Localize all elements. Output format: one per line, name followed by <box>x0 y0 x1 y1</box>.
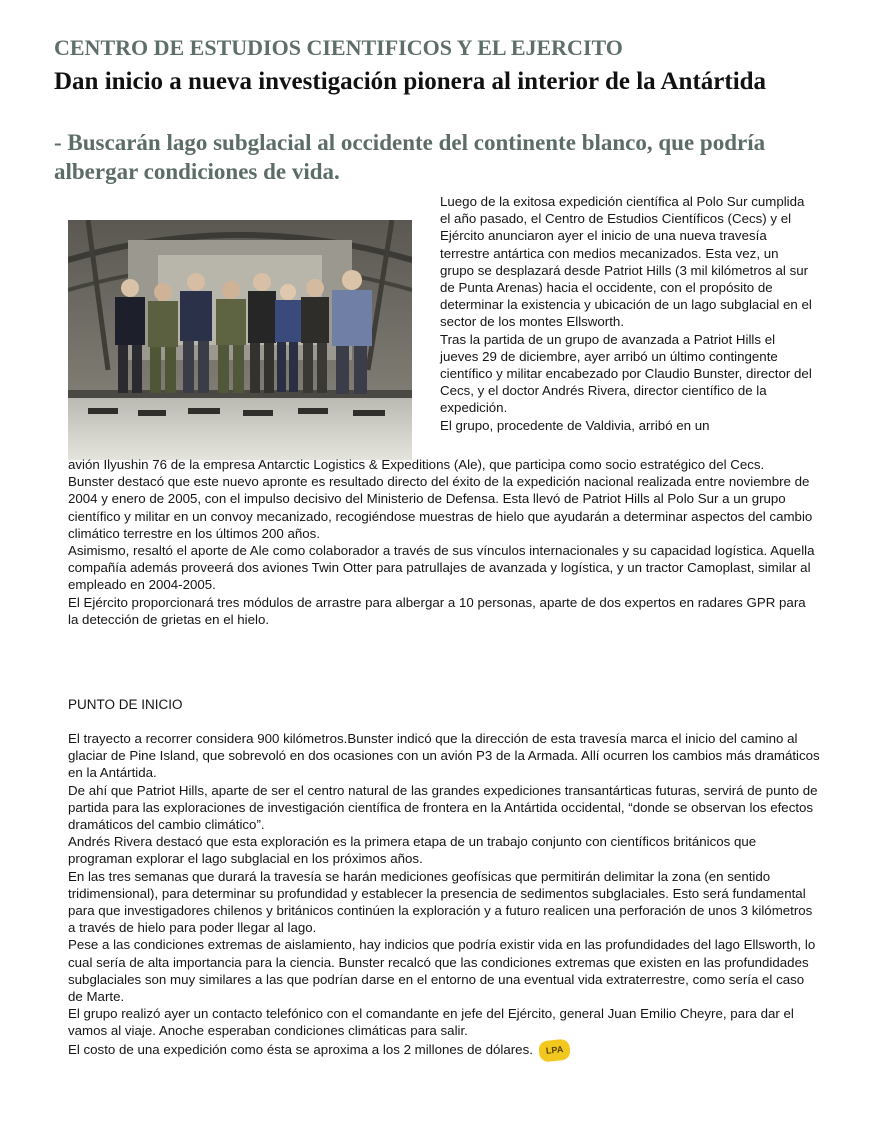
paragraph: Pese a las condiciones extremas de aislamiento, hay indicios que podría existir vida en las profundidades del lago Ellsworth, lo cual sería de alta importancia para la ciencia. Bunster recalcó que las condiciones extremas que existen en las profundidades subglaciales son muy similares a las que podrían darse en el entorno de una eventual vida extraterrestre, como sería el caso de Marte. <box>68 937 816 1005</box>
paragraph-text: El costo de una expedición como ésta se aproxima a los 2 millones de dólares. <box>68 1041 533 1057</box>
paragraph: Tras la partida de un grupo de avanzada a Patriot Hills el jueves 29 de diciembre, ayer arribó un último contingente científico y militar encabezado por Claudio Bunster, director del Cecs, y el doctor Andrés Rivera, director científico de la expedición. <box>440 331 812 416</box>
paragraph: El grupo, procedente de Valdivia, arribó en un <box>440 417 710 433</box>
paragraph: Luego de la exitosa expedición científica al Polo Sur cumplida el año pasado, el Centro de Estudios Científicos (Cecs) y el Ejército anunciaron ayer el inicio de una nueva travesía terrestre antártica con medios mecanizados. Esta vez, un grupo se desplazará desde Patriot Hills (3 mil kilómetros al sur de Punta Arenas) hacia el occidente, con el propósito de determinar la existencia y ubicación de un lago subglacial en el sector de los montes Ellsworth. <box>440 194 812 330</box>
article-kicker: CENTRO DE ESTUDIOS CIENTIFICOS Y EL EJERCITO <box>54 35 623 60</box>
article-body-section-1 <box>68 456 818 628</box>
article-headline: Dan inicio a nueva investigación pionera al interior de la Antártida <box>54 68 767 95</box>
section-subheading: PUNTO DE INICIO <box>68 697 183 712</box>
expedition-team-photo <box>68 220 412 460</box>
paragraph: De ahí que Patriot Hills, aparte de ser el centro natural de las grandes expediciones transantárticas futuras, servirá de punto de partida para las exploraciones de investigación científica de frontera en la Antártida occidental, “donde se observan los efectos dramáticos del cambio climático”. <box>68 782 818 833</box>
article-body-section-2 <box>68 730 820 1061</box>
paragraph: El Ejército proporcionará tres módulos de arrastre para albergar a 10 personas, aparte de dos expertos en radares GPR para la detección de grietas en el hielo. <box>68 594 806 627</box>
paragraph: Asimismo, resaltó el aporte de Ale como colaborador a través de sus vínculos internacionales y su capacidad logística. Aquella compañía además proveerá dos aviones Twin Otter para patrullajes de avanzada y logística, y un tractor Camoplast, similar al empleado en 2004-2005. <box>68 543 815 593</box>
photo-illustration <box>68 220 412 460</box>
article-right-column <box>440 193 812 434</box>
paragraph: En las tres semanas que durará la travesía se harán mediciones geofísicas que permitirán delimitar la zona (en sentido tridimensional), para determinar su profundidad y establecer la presencia de sedimentos subglaciales. Esto será fundamental para que investigadores chilenos y británicos continúen la exploración y a futuro realicen una perforación de unos 3 kilómetros a través de hielo para poder llegar al lago. <box>68 868 813 936</box>
paragraph: Andrés Rivera destacó que esta exploración es la primera etapa de un trabajo conjunto con científicos británicos que programan explorar el lago subglacial en los próximos años. <box>68 834 757 867</box>
closing-paragraph <box>68 1040 820 1061</box>
paragraph: avión Ilyushin 76 de la empresa Antarctic Logistics & Expeditions (Ale), que participa como socio estratégico del Cecs. <box>68 457 765 472</box>
article-deck: - Buscarán lago subglacial al occidente del continente blanco, que podría albergar condiciones de vida. <box>54 130 766 184</box>
paragraph: Bunster destacó que este nuevo apronte es resultado directo del éxito de la expedición nacional realizada entre noviembre de 2004 y enero de 2005, con el impulso decisivo del Ministerio de Defensa. Esta llevó de Patriot Hills al Polo Sur a un grupo científico y militar en un convoy mecanizado, recogiéndose muestras de hielo que ayudarán a determinar aspectos del cambio climático terrestre en los últimos 200 años. <box>68 474 813 541</box>
paragraph: El trayecto a recorrer considera 900 kilómetros.Bunster indicó que la dirección de esta travesía marca el inicio del camino al glaciar de Pine Island, que sobrevoló en dos ocasiones con un avión P3 de la Armada. Allí ocurren los cambios más dramáticos en la Antártida. <box>68 731 820 781</box>
agency-badge: LPA <box>538 1038 571 1062</box>
paragraph: El grupo realizó ayer un contacto telefónico con el comandante en jefe del Ejército, general Juan Emilio Cheyre, para dar el vamos al viaje. Anoche esperaban condiciones climáticas para salir. <box>68 1006 794 1039</box>
